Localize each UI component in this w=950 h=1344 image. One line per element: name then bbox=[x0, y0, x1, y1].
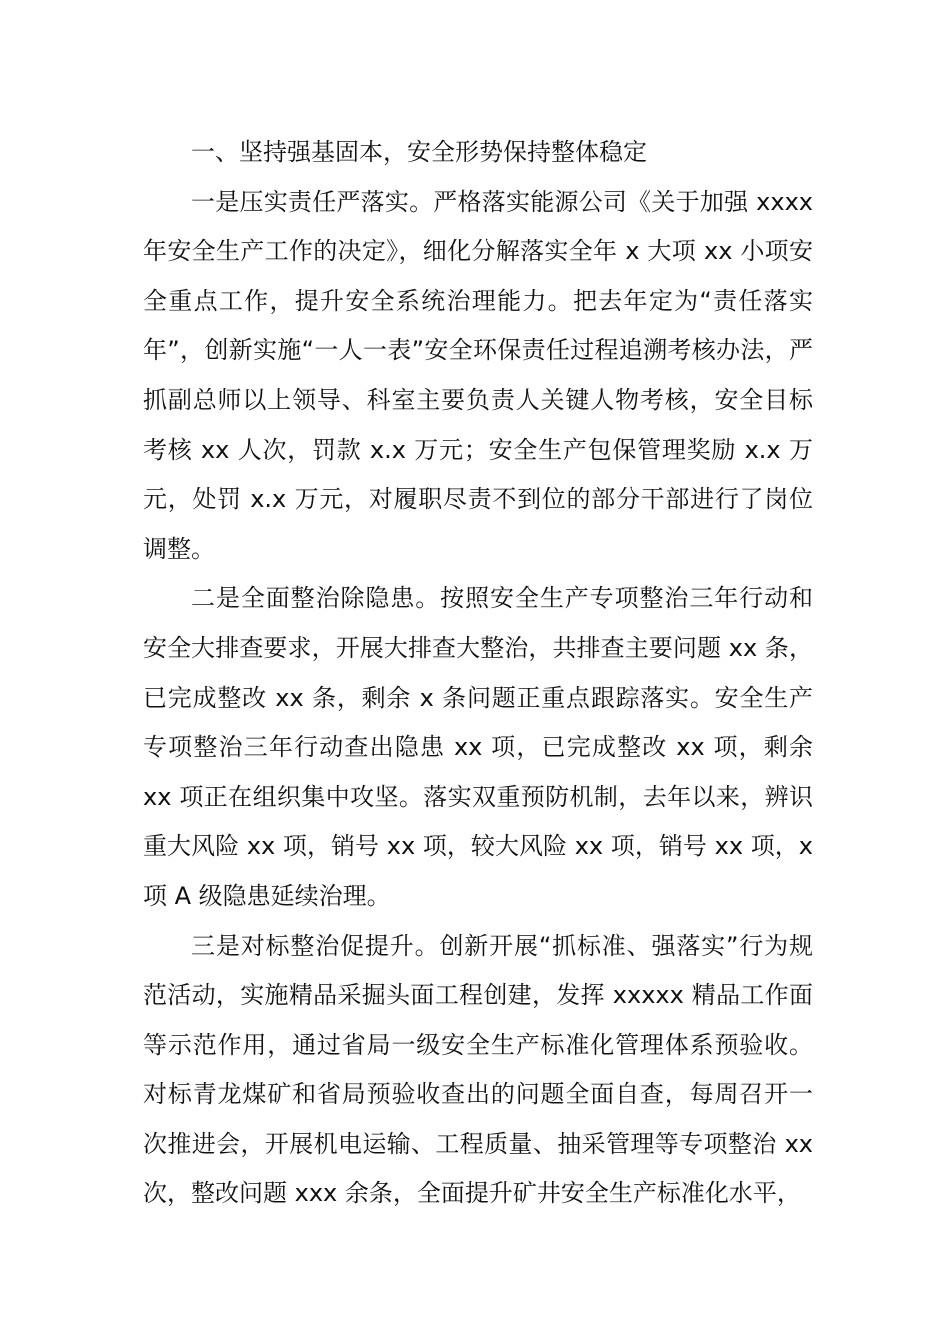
paragraph-benchmarking: 三是对标整治促提升。创新开展“抓标准、强落实”行为规范活动，实施精品采掘头面工程创建，发挥 xxxxx 精品工作面等示范作用，通过省局一级安全生产标准化管理体系预验收。对标青龙煤矿和省局预验收查出的问题全面自查，每周召开一次推进会，开展机电运输、工程质量、抽采管理等专项整治 xx 次，整改问题 xxx 余条，全面提升矿井安全生产标准化水平， bbox=[143, 931, 813, 1208]
paragraph-responsibility: 一是压实责任严落实。严格落实能源公司《关于加强 xxxx 年安全生产工作的决定》，细化分解落实全年 x 大项 xx 小项安全重点工作，提升安全系统治理能力。把去年定为“责任落实年”，创新实施“一人一表”安全环保责任过程追溯考核办法，严抓副总师以上领导、科室主要负责人关键人物考核，安全目标考核 xx 人次，罚款 x.x 万元；安全生产包保管理奖励 x.x 万元，处罚 x.x 万元，对履职尽责不到位的部分干部进行了岗位调整。 bbox=[143, 187, 813, 563]
document-body bbox=[143, 128, 813, 1219]
paragraph-hazard-rectification: 二是全面整治除隐患。按照安全生产专项整治三年行动和安全大排查要求，开展大排查大整治，共排查主要问题 xx 条，已完成整改 xx 条，剩余 x 条问题正重点跟踪落实。安全生产专项整治三年行动查出隐患 xx 项，已完成整改 xx 项，剩余 xx 项正在组织集中攻坚。落实双重预防机制，去年以来，辨识重大风险 xx 项，销号 xx 项，较大风险 xx 项，销号 xx 项，x 项 A 级隐患延续治理。 bbox=[143, 584, 813, 910]
section-heading: 一、坚持强基固本，安全形势保持整体稳定 bbox=[191, 138, 647, 166]
